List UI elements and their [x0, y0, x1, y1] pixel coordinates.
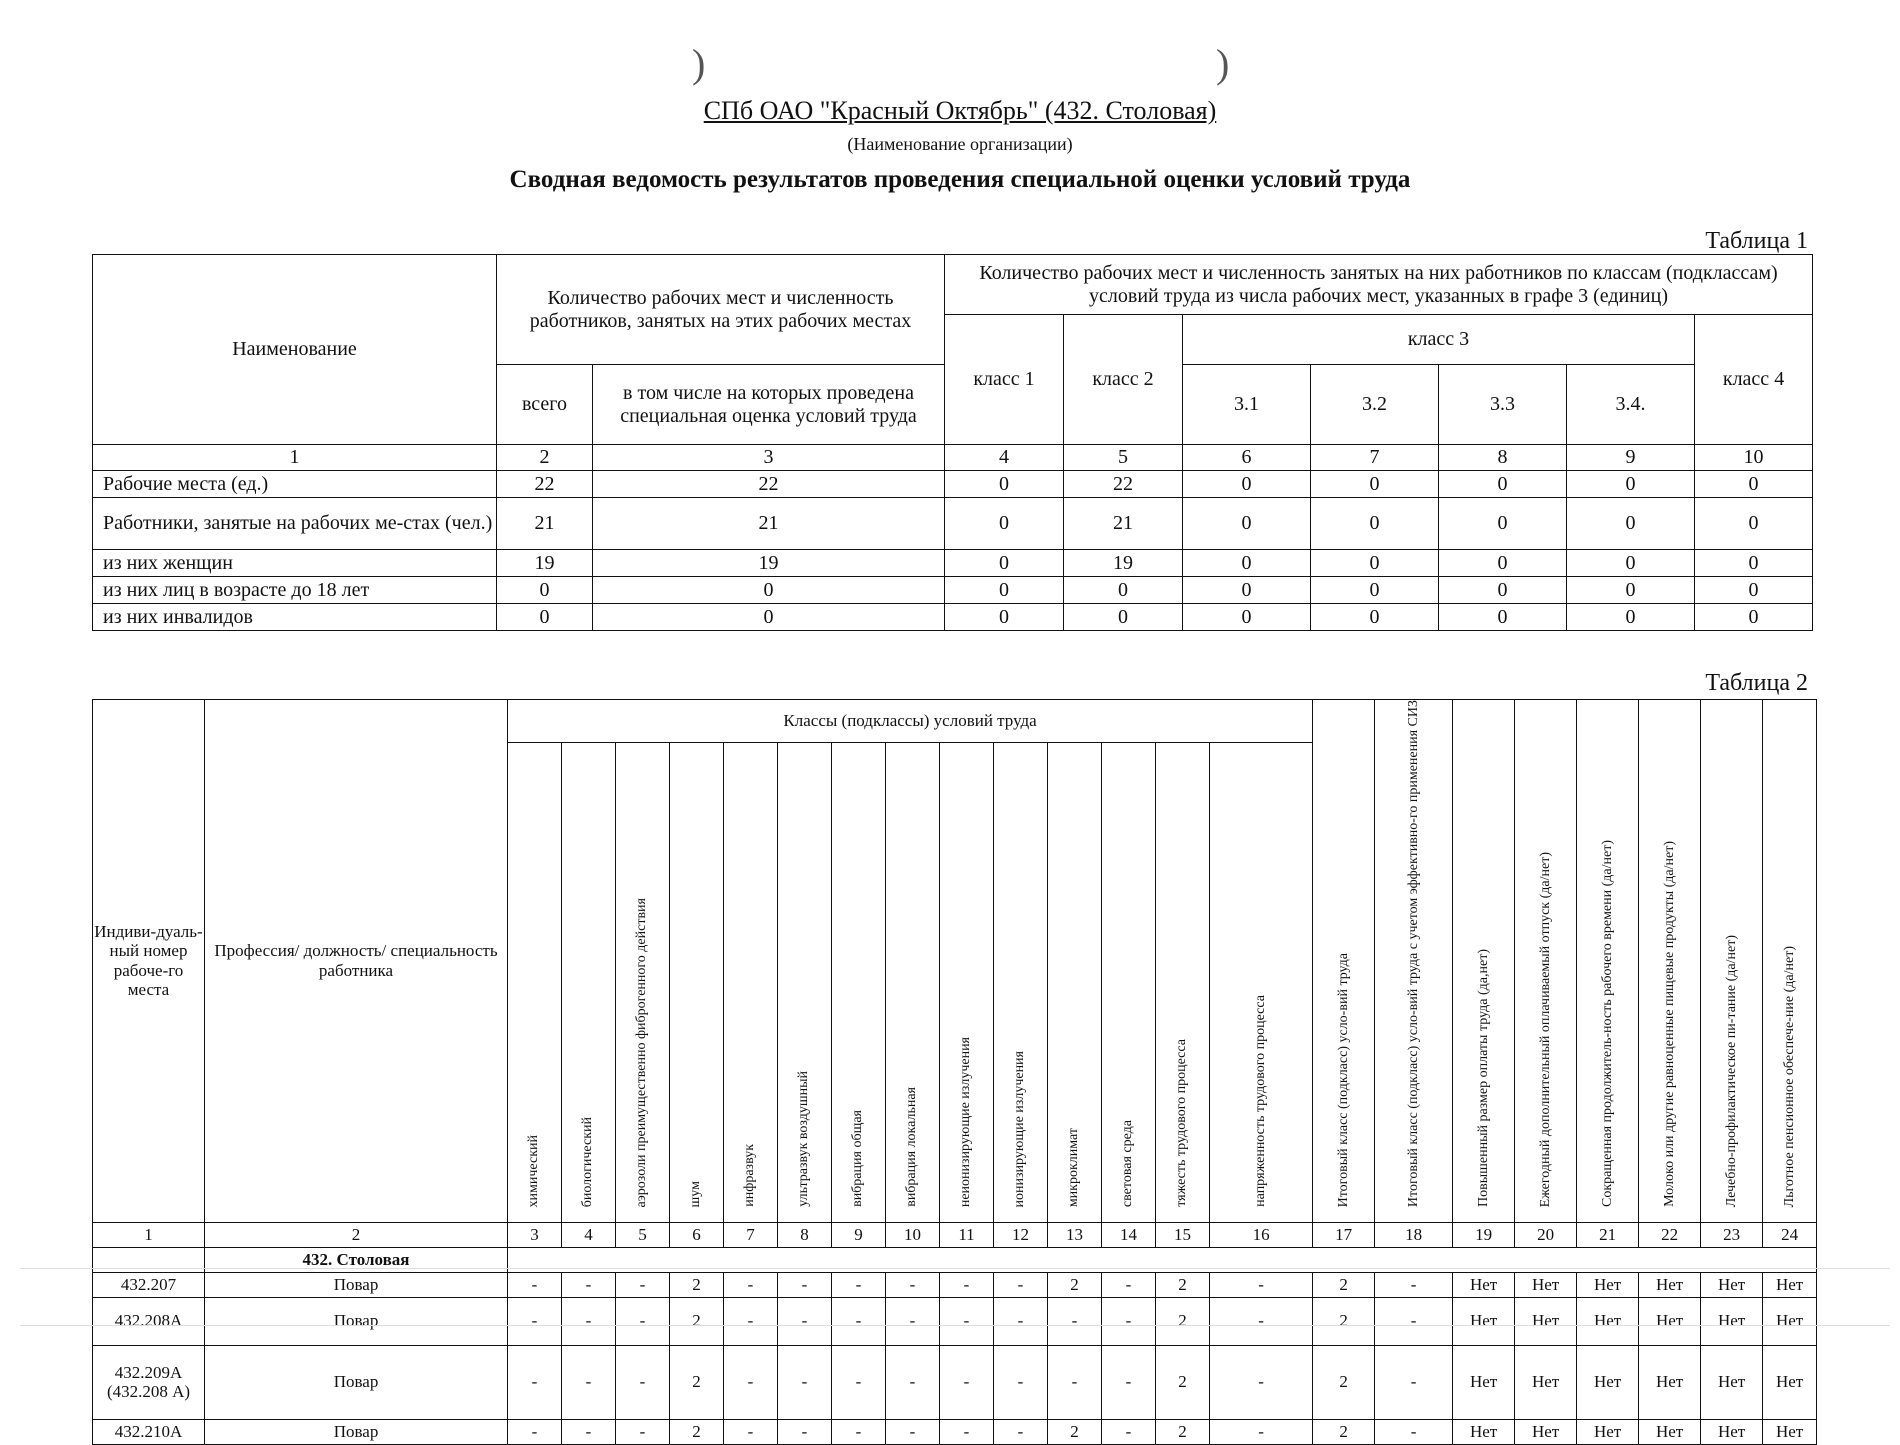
- header-workplace-id: Индиви-дуаль-ный номер рабоче-го места: [93, 700, 205, 1223]
- cell: Нет: [1453, 1345, 1515, 1419]
- header-class2: класс 2: [1064, 315, 1183, 445]
- cell: 2: [1313, 1345, 1375, 1419]
- cell: -: [616, 1345, 670, 1419]
- cell: -: [778, 1345, 832, 1419]
- cell: 0: [1439, 550, 1567, 577]
- cell: 0: [1567, 604, 1695, 631]
- header-classes-group: Классы (подклассы) условий труда: [508, 700, 1313, 743]
- col-number: 5: [1064, 445, 1183, 471]
- col-number: 10: [1695, 445, 1813, 471]
- cell: 0: [1439, 498, 1567, 550]
- cell: Нет: [1639, 1272, 1701, 1297]
- cell: 19: [593, 550, 945, 577]
- header-factor: [670, 742, 724, 1222]
- header-text: напряженность трудового процесса: [1253, 995, 1269, 1208]
- header-factor: [616, 742, 670, 1222]
- header-class4: класс 4: [1695, 315, 1813, 445]
- cell: -: [886, 1272, 940, 1297]
- col-number: 20: [1515, 1222, 1577, 1247]
- cell: 19: [1064, 550, 1183, 577]
- cell: 0: [1064, 577, 1183, 604]
- cell: -: [616, 1297, 670, 1345]
- header-text: Лечебно-профилактическое пи-тание (да/нет): [1723, 934, 1739, 1208]
- header-factor: [562, 742, 616, 1222]
- header-reduced-hours: [1577, 700, 1639, 1223]
- cell: Нет: [1453, 1297, 1515, 1345]
- col-number: 4: [945, 445, 1064, 471]
- cell: -: [616, 1419, 670, 1444]
- cell: 0: [1311, 498, 1439, 550]
- cell: Нет: [1639, 1345, 1701, 1419]
- col-number: 9: [832, 1222, 886, 1247]
- header-name: Наименование: [93, 255, 497, 445]
- header-text: Сокращенная продолжитель-ность рабочего времени (да/нет): [1599, 840, 1615, 1208]
- cell: -: [994, 1272, 1048, 1297]
- col-number: 9: [1567, 445, 1695, 471]
- cell: 0: [593, 577, 945, 604]
- cell: -: [1102, 1297, 1156, 1345]
- header-text: биологический: [580, 1116, 596, 1208]
- organization-caption: (Наименование организации): [847, 134, 1073, 154]
- cell: Нет: [1453, 1419, 1515, 1444]
- header-factor: [940, 742, 994, 1222]
- row-label: Рабочие места (ед.): [93, 471, 497, 498]
- header-factor: [508, 742, 562, 1222]
- header-final-class-siz: [1375, 700, 1453, 1223]
- cell: Нет: [1577, 1272, 1639, 1297]
- cell: -: [562, 1345, 616, 1419]
- cell: Нет: [1577, 1345, 1639, 1419]
- cell: 21: [1064, 498, 1183, 550]
- cell: 0: [1439, 577, 1567, 604]
- header-sub-3-2: 3.2: [1311, 365, 1439, 445]
- section-title: 432. Столовая: [205, 1247, 508, 1272]
- cell: 2: [1156, 1297, 1210, 1345]
- cell: -: [724, 1297, 778, 1345]
- cell: 2: [670, 1345, 724, 1419]
- cell: Нет: [1701, 1272, 1763, 1297]
- col-number: 1: [93, 445, 497, 471]
- workplace-id: 432.207: [93, 1272, 205, 1297]
- header-factor: [832, 742, 886, 1222]
- col-number: 15: [1156, 1222, 1210, 1247]
- col-number: 19: [1453, 1222, 1515, 1247]
- cell: Нет: [1453, 1272, 1515, 1297]
- header-therapeutic-food: [1701, 700, 1763, 1223]
- header-factor: [886, 742, 940, 1222]
- table-row: [93, 1419, 1817, 1444]
- cell: 2: [1313, 1419, 1375, 1444]
- cell: 0: [1311, 604, 1439, 631]
- cell: -: [1375, 1419, 1453, 1444]
- header-factor: [1156, 742, 1210, 1222]
- cell: Нет: [1701, 1345, 1763, 1419]
- organization-name: СПб ОАО "Красный Октябрь" (432. Столовая): [703, 96, 1217, 125]
- cell: 2: [1313, 1272, 1375, 1297]
- cell: Нет: [1763, 1297, 1817, 1345]
- table-row: [93, 1297, 1817, 1345]
- profession: Повар: [205, 1419, 508, 1444]
- header-text: световая среда: [1120, 1120, 1136, 1208]
- header-text: ультразвук воздушный: [796, 1071, 812, 1208]
- cell: 0: [1695, 604, 1813, 631]
- col-number: 3: [508, 1222, 562, 1247]
- cell: -: [1375, 1272, 1453, 1297]
- header-text: ионизирующие излучения: [1012, 1050, 1028, 1208]
- cell: 2: [1156, 1419, 1210, 1444]
- cell: Нет: [1577, 1297, 1639, 1345]
- col-number: 12: [994, 1222, 1048, 1247]
- cell: Нет: [1763, 1345, 1817, 1419]
- cell: 21: [593, 498, 945, 550]
- cell: -: [940, 1345, 994, 1419]
- cell: 22: [1064, 471, 1183, 498]
- cell: 0: [1183, 471, 1311, 498]
- col-number: 5: [616, 1222, 670, 1247]
- header-text: Итоговый класс (подкласс) усло-вий труда с учетом эффективно-го применения СИЗ: [1405, 700, 1421, 1208]
- col-number: 16: [1210, 1222, 1313, 1247]
- document-title: Сводная ведомость результатов проведения специальной оценки условий труда: [509, 166, 1411, 193]
- header-text: Ежегодный дополнительный оплачиваемый отпуск (да/нет): [1537, 851, 1553, 1208]
- cell: -: [724, 1272, 778, 1297]
- header-assessed: в том числе на которых проведена специальная оценка условий труда: [593, 365, 945, 445]
- header-extra-leave: [1515, 700, 1577, 1223]
- cell: -: [616, 1272, 670, 1297]
- header-text: шум: [688, 1180, 704, 1208]
- table-row: [93, 577, 1813, 604]
- scan-edge-line: [20, 1325, 1890, 1326]
- cell: -: [1102, 1272, 1156, 1297]
- cell: 0: [497, 604, 593, 631]
- col-number: 8: [778, 1222, 832, 1247]
- workplaces-table: [92, 699, 1817, 1445]
- cell: 0: [945, 550, 1064, 577]
- header-class-distribution: Количество рабочих мест и численность занятых на них работников по классам (подклассам) условий труда из числа рабочих мест, указанных в графе 3 (единиц): [945, 255, 1813, 315]
- cell: -: [832, 1297, 886, 1345]
- cell: -: [832, 1272, 886, 1297]
- cell: Нет: [1763, 1419, 1817, 1444]
- table-row: [93, 1272, 1817, 1297]
- cell: 0: [497, 577, 593, 604]
- cell: 0: [1567, 471, 1695, 498]
- cell: 21: [497, 498, 593, 550]
- cell: 2: [1313, 1297, 1375, 1345]
- col-number: 6: [1183, 445, 1311, 471]
- col-number: 23: [1701, 1222, 1763, 1247]
- col-number: 6: [670, 1222, 724, 1247]
- corner-mark-left: ): [692, 41, 706, 86]
- cell: -: [778, 1297, 832, 1345]
- header-factor: [1048, 742, 1102, 1222]
- cell: -: [832, 1419, 886, 1444]
- cell: Нет: [1515, 1345, 1577, 1419]
- cell: 0: [1183, 604, 1311, 631]
- cell: -: [832, 1345, 886, 1419]
- workplace-id: 432.208А: [93, 1297, 205, 1345]
- cell: -: [1375, 1345, 1453, 1419]
- cell: -: [886, 1419, 940, 1444]
- header-factor: [778, 742, 832, 1222]
- cell: 0: [1311, 577, 1439, 604]
- cell: 0: [1183, 577, 1311, 604]
- cell: Нет: [1701, 1419, 1763, 1444]
- col-number: 1: [93, 1222, 205, 1247]
- row-label: из них женщин: [93, 550, 497, 577]
- header-text: микроклимат: [1066, 1127, 1082, 1208]
- cell: -: [508, 1345, 562, 1419]
- cell: 0: [593, 604, 945, 631]
- header-text: тяжесть трудового процесса: [1174, 1039, 1190, 1208]
- column-number-row: [93, 445, 1813, 471]
- cell: -: [562, 1419, 616, 1444]
- table-row: [93, 604, 1813, 631]
- header-final-class: [1313, 700, 1375, 1223]
- header-text: инфразвук: [742, 1144, 758, 1208]
- header-profession: Профессия/ должность/ специальность работника: [205, 700, 508, 1223]
- cell: Нет: [1701, 1297, 1763, 1345]
- row-label: из них лиц в возрасте до 18 лет: [93, 577, 497, 604]
- table-row: [93, 550, 1813, 577]
- col-number: 3: [593, 445, 945, 471]
- summary-table: [92, 254, 1813, 631]
- header-text: неионизирующие излучения: [958, 1036, 974, 1208]
- header-factor: [994, 742, 1048, 1222]
- col-number: 13: [1048, 1222, 1102, 1247]
- cell: 2: [1048, 1419, 1102, 1444]
- table-row: [93, 471, 1813, 498]
- cell: 0: [1311, 550, 1439, 577]
- profession: Повар: [205, 1297, 508, 1345]
- header-text: Повышенный размер оплаты труда (да,нет): [1475, 949, 1491, 1208]
- cell: -: [778, 1272, 832, 1297]
- cell: -: [886, 1297, 940, 1345]
- cell: Нет: [1515, 1419, 1577, 1444]
- row-label: из них инвалидов: [93, 604, 497, 631]
- cell: 2: [1156, 1272, 1210, 1297]
- cell: 2: [1156, 1345, 1210, 1419]
- header-sub-3-3: 3.3: [1439, 365, 1567, 445]
- cell: Нет: [1515, 1272, 1577, 1297]
- header-factor: [724, 742, 778, 1222]
- table2-caption: Таблица 2: [1705, 670, 1808, 696]
- header-total: всего: [497, 365, 593, 445]
- cell: 0: [1695, 577, 1813, 604]
- cell: 0: [1567, 550, 1695, 577]
- header-pension: [1763, 700, 1817, 1223]
- header-text: вибрация локальная: [904, 1087, 920, 1208]
- col-number: 2: [497, 445, 593, 471]
- row-label: Работники, занятые на рабочих ме-стах (чел.): [93, 498, 497, 550]
- cell: 22: [497, 471, 593, 498]
- cell: 0: [1439, 471, 1567, 498]
- col-number: 24: [1763, 1222, 1817, 1247]
- cell: 0: [1064, 604, 1183, 631]
- workplace-id: 432.209А (432.208 А): [93, 1345, 205, 1419]
- table1-caption: Таблица 1: [1705, 228, 1808, 254]
- header-sub-3-1: 3.1: [1183, 365, 1311, 445]
- cell: 0: [1695, 550, 1813, 577]
- cell: -: [994, 1345, 1048, 1419]
- col-number: 21: [1577, 1222, 1639, 1247]
- cell: -: [508, 1297, 562, 1345]
- cell: 19: [497, 550, 593, 577]
- cell: -: [724, 1419, 778, 1444]
- header-text: Молоко или другие равноценные пищевые продукты (да/нет): [1661, 841, 1677, 1208]
- cell: 0: [1567, 577, 1695, 604]
- column-number-row: [93, 1222, 1817, 1247]
- cell: 0: [1183, 498, 1311, 550]
- cell: -: [940, 1297, 994, 1345]
- col-number: 17: [1313, 1222, 1375, 1247]
- cell: -: [778, 1419, 832, 1444]
- cell: 2: [670, 1419, 724, 1444]
- col-number: 14: [1102, 1222, 1156, 1247]
- cell: -: [724, 1345, 778, 1419]
- cell: 2: [1048, 1272, 1102, 1297]
- cell: 0: [1695, 498, 1813, 550]
- header-class3: класс 3: [1183, 315, 1695, 365]
- cell: 0: [1183, 550, 1311, 577]
- cell: -: [1102, 1419, 1156, 1444]
- col-number: 22: [1639, 1222, 1701, 1247]
- col-number: 11: [940, 1222, 994, 1247]
- cell: 0: [1311, 471, 1439, 498]
- cell: Нет: [1639, 1297, 1701, 1345]
- cell: 0: [945, 604, 1064, 631]
- cell: -: [1048, 1297, 1102, 1345]
- corner-mark-right: ): [1216, 41, 1230, 86]
- cell: -: [1210, 1419, 1313, 1444]
- cell: -: [1102, 1345, 1156, 1419]
- cell: 0: [945, 577, 1064, 604]
- cell: -: [994, 1419, 1048, 1444]
- cell: -: [1210, 1297, 1313, 1345]
- workplace-id: 432.210А: [93, 1419, 205, 1444]
- header-text: аэрозоли преимущественно фиброгенного действия: [634, 897, 650, 1208]
- header-factor: [1102, 742, 1156, 1222]
- col-number: 7: [724, 1222, 778, 1247]
- col-number: 8: [1439, 445, 1567, 471]
- cell: -: [940, 1272, 994, 1297]
- col-number: 2: [205, 1222, 508, 1247]
- cell: 0: [1567, 498, 1695, 550]
- profession: Повар: [205, 1272, 508, 1297]
- cell: -: [508, 1272, 562, 1297]
- cell: -: [1210, 1345, 1313, 1419]
- header-text: Итоговый класс (подкласс) усло-вий труда: [1335, 952, 1351, 1208]
- cell: Нет: [1577, 1419, 1639, 1444]
- cell: -: [1210, 1272, 1313, 1297]
- header-class1: класс 1: [945, 315, 1064, 445]
- col-number: 7: [1311, 445, 1439, 471]
- cell: -: [886, 1345, 940, 1419]
- cell: 22: [593, 471, 945, 498]
- cell: -: [562, 1272, 616, 1297]
- cell: 0: [945, 498, 1064, 550]
- scan-edge-line: [20, 1268, 1890, 1269]
- cell: -: [508, 1419, 562, 1444]
- table-row: [93, 498, 1813, 550]
- cell: -: [1048, 1345, 1102, 1419]
- cell: -: [994, 1297, 1048, 1345]
- header-sub-3-4: 3.4.: [1567, 365, 1695, 445]
- cell: -: [562, 1297, 616, 1345]
- header-factor: [1210, 742, 1313, 1222]
- header-pay-increase: [1453, 700, 1515, 1223]
- cell: 0: [945, 471, 1064, 498]
- col-number: 18: [1375, 1222, 1453, 1247]
- cell: -: [1375, 1297, 1453, 1345]
- cell: 0: [1695, 471, 1813, 498]
- header-milk: [1639, 700, 1701, 1223]
- cell: Нет: [1763, 1272, 1817, 1297]
- col-number: 4: [562, 1222, 616, 1247]
- header-workplaces-count: Количество рабочих мест и численность работников, занятых на этих рабочих местах: [497, 255, 945, 365]
- cell: Нет: [1639, 1419, 1701, 1444]
- col-number: 10: [886, 1222, 940, 1247]
- header-text: вибрация общая: [850, 1110, 866, 1208]
- cell: 2: [670, 1272, 724, 1297]
- cell: Нет: [1515, 1297, 1577, 1345]
- cell: -: [940, 1419, 994, 1444]
- cell: 2: [670, 1297, 724, 1345]
- table-row: [93, 1345, 1817, 1419]
- header-text: химический: [526, 1134, 542, 1208]
- cell: 0: [1439, 604, 1567, 631]
- header-text: Льготное пенсионное обеспече-ние (да/нет): [1781, 945, 1797, 1208]
- profession: Повар: [205, 1345, 508, 1419]
